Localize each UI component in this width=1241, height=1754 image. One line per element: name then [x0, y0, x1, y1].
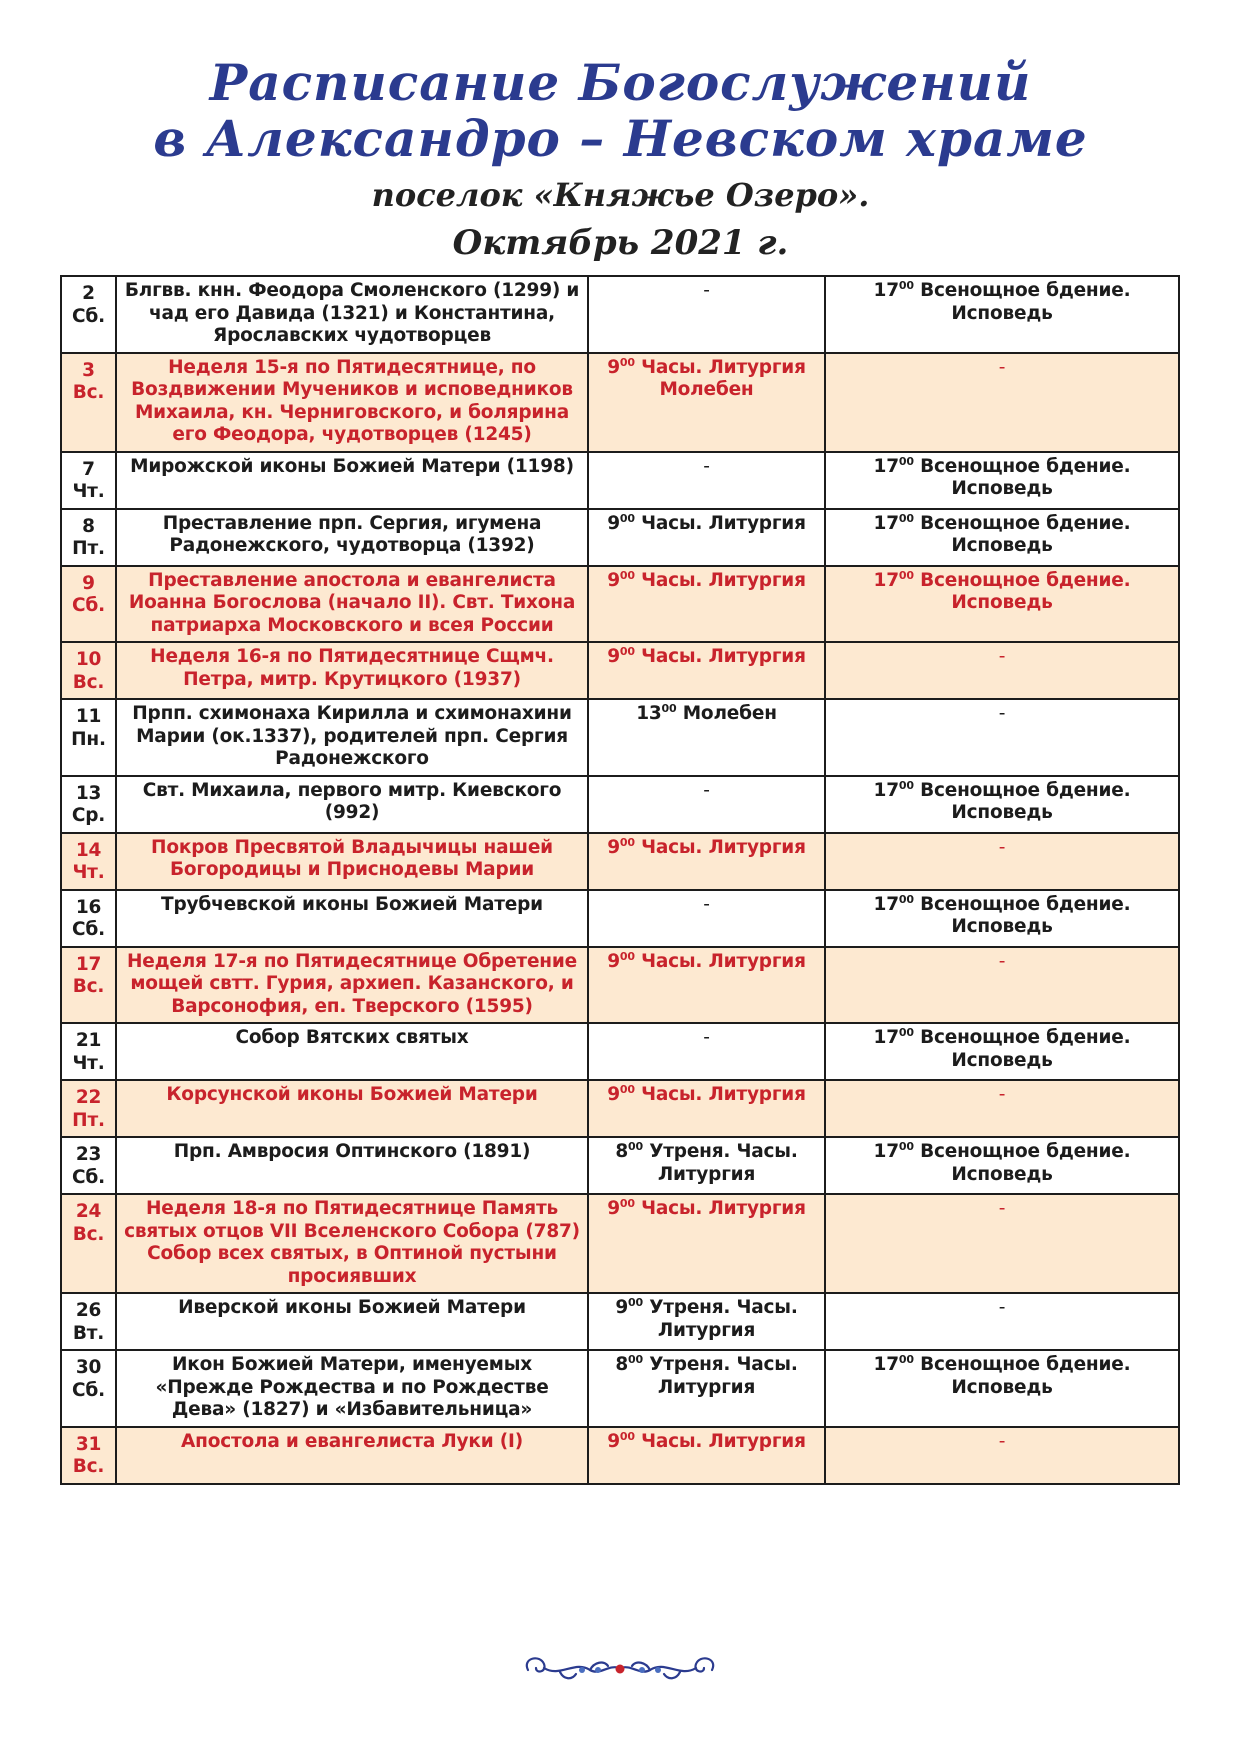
day-number: 30 [75, 1357, 102, 1378]
date-cell [61, 1137, 116, 1194]
commemoration-cell: Корсунской иконы Божией Матери [116, 1080, 588, 1137]
commemoration-cell: Икон Божией Матери, именуемых «Прежде Рождества и по Рождестве Дева» (1827) и «Избавительница» [116, 1350, 588, 1427]
service-hour: 17 [873, 455, 899, 477]
date-cell [61, 947, 116, 1024]
morning-service-cell [588, 1194, 825, 1293]
table-row [61, 1023, 1179, 1080]
commemoration-cell: Свт. Михаила, первого митр. Киевского (992) [116, 776, 588, 833]
day-number: 16 [75, 896, 102, 918]
no-service-dash: - [998, 356, 1006, 378]
service-hour: 17 [873, 569, 899, 591]
commemoration-cell: Преставление прп. Сергия, игумена Радонежского, чудотворца (1392) [116, 509, 588, 566]
evening-service-cell [825, 1080, 1179, 1137]
no-service-dash: - [998, 1297, 1006, 1318]
weekday: Вс. [72, 382, 105, 403]
weekday: Чт. [72, 862, 105, 883]
service-text: Всенощное бдение. Исповедь [920, 1354, 1131, 1398]
service-minutes: 00 [619, 1197, 635, 1210]
evening-service-cell [825, 353, 1179, 452]
service-minutes: 00 [661, 702, 677, 715]
commemoration-cell: Неделя 16-я по Пятидесятнице Сщмч. Петра, митр. Крутицкого (1937) [116, 642, 588, 699]
service-hour: 9 [607, 950, 620, 972]
schedule-table [60, 275, 1180, 1485]
date-cell [61, 276, 116, 353]
date-cell [61, 1023, 116, 1080]
no-service-dash: - [998, 646, 1006, 667]
date-cell [61, 509, 116, 566]
ornament-divider-icon [520, 1648, 720, 1688]
evening-service-cell [825, 699, 1179, 776]
morning-service-cell [588, 509, 825, 566]
day-number: 21 [75, 1030, 102, 1051]
date-cell [61, 1350, 116, 1427]
table-row [61, 776, 1179, 833]
evening-service-cell [825, 1293, 1179, 1350]
weekday: Чт. [72, 481, 105, 502]
day-number: 24 [75, 1201, 102, 1222]
service-hour: 17 [873, 280, 899, 301]
service-text: Всенощное бдение. Исповедь [920, 280, 1131, 324]
weekday: Ср. [71, 805, 106, 826]
commemoration-cell: Покров Пресвятой Владычицы нашей Богородицы и Приснодевы Марии [116, 833, 588, 890]
service-text: Часы. Литургия [641, 569, 806, 591]
day-number: 13 [75, 782, 102, 804]
page-subtitle: поселок «Княжье Озеро». [371, 176, 870, 214]
service-hour: 17 [873, 1027, 899, 1048]
morning-service-cell [588, 1427, 825, 1484]
weekday: Вс. [72, 1456, 105, 1477]
morning-service-cell [588, 353, 825, 452]
commemoration-cell: Мирожской иконы Божией Матери (1198) [116, 452, 588, 509]
no-service-dash: - [998, 950, 1006, 972]
evening-service-cell [825, 947, 1179, 1024]
weekday: Вс. [72, 1223, 105, 1245]
no-service-dash: - [998, 703, 1006, 724]
date-cell [61, 1194, 116, 1293]
table-row [61, 1427, 1179, 1484]
service-text: Часы. Литургия Молебен [641, 356, 806, 400]
service-text: Всенощное бдение. Исповедь [920, 512, 1131, 556]
no-service-dash: - [998, 1430, 1006, 1452]
morning-service-cell [588, 699, 825, 776]
evening-service-cell [825, 509, 1179, 566]
weekday: Пт. [72, 538, 105, 559]
service-text: Часы. Литургия [641, 1084, 806, 1105]
evening-service-cell [825, 566, 1179, 643]
day-number: 14 [75, 839, 102, 861]
evening-service-cell [825, 452, 1179, 509]
evening-service-cell [825, 890, 1179, 947]
service-hour: 9 [607, 1430, 620, 1452]
service-text: Всенощное бдение. Исповедь [920, 569, 1131, 613]
table-row [61, 1293, 1179, 1350]
service-minutes: 00 [898, 279, 914, 292]
evening-service-cell [825, 776, 1179, 833]
no-service-dash: - [998, 1198, 1006, 1219]
date-cell [61, 776, 116, 833]
service-hour: 8 [615, 1141, 629, 1162]
service-minutes: 00 [619, 1083, 635, 1096]
month-heading: Октябрь 2021 г. [452, 223, 789, 263]
morning-service-cell [588, 1137, 825, 1194]
service-text: Всенощное бдение. Исповедь [920, 455, 1131, 499]
page-title-line1: Расписание Богослужений [209, 53, 1032, 112]
commemoration-cell: Иверской иконы Божией Матери [116, 1293, 588, 1350]
morning-service-cell [588, 1023, 825, 1080]
morning-service-cell [588, 776, 825, 833]
service-hour: 17 [873, 1354, 899, 1375]
day-number: 9 [82, 572, 95, 594]
service-minutes: 00 [628, 1353, 643, 1366]
commemoration-cell: Неделя 15-я по Пятидесятнице, по Воздвижении Мучеников и исповедников Михаила, кн. Черниговского, и болярина его Феодора, чудотворцев (1245) [116, 353, 588, 452]
service-minutes: 00 [619, 511, 635, 525]
no-service-dash: - [703, 893, 710, 915]
table-row [61, 890, 1179, 947]
service-hour: 9 [607, 569, 620, 591]
table-row [61, 642, 1179, 699]
no-service-dash: - [998, 1084, 1006, 1105]
weekday: Сб. [72, 305, 105, 327]
day-number: 26 [75, 1300, 102, 1321]
no-service-dash: - [998, 836, 1006, 858]
day-number: 11 [75, 706, 102, 727]
date-cell [61, 642, 116, 699]
service-hour: 9 [607, 1198, 620, 1219]
service-text: Утреня. Часы. Литургия [649, 1297, 798, 1341]
header [0, 0, 1241, 265]
commemoration-cell: Блгвв. кнн. Феодора Смоленского (1299) и чад его Давида (1321) и Константина, Ярославских чудотворцев [116, 276, 588, 353]
service-text: Часы. Литургия [641, 646, 806, 667]
morning-service-cell [588, 1293, 825, 1350]
morning-service-cell [588, 1350, 825, 1427]
commemoration-cell: Трубчевской иконы Божией Матери [116, 890, 588, 947]
table-row [61, 833, 1179, 890]
service-minutes: 00 [898, 568, 914, 582]
service-hour: 9 [607, 646, 620, 667]
date-cell [61, 452, 116, 509]
evening-service-cell [825, 1427, 1179, 1484]
service-minutes: 00 [619, 1429, 635, 1443]
service-hour: 9 [607, 512, 620, 534]
table-row [61, 353, 1179, 452]
commemoration-cell: Апостола и евангелиста Луки (I) [116, 1427, 588, 1484]
date-cell [61, 566, 116, 643]
weekday: Пт. [72, 1109, 105, 1131]
service-text: Утреня. Часы. Литургия [649, 1354, 798, 1398]
service-text: Молебен [682, 703, 777, 724]
service-hour: 17 [873, 779, 899, 801]
service-text: Всенощное бдение. Исповедь [920, 893, 1131, 937]
morning-service-cell [588, 947, 825, 1024]
commemoration-cell: Неделя 17-я по Пятидесятнице Обретение мощей свтт. Гурия, архиеп. Казанского, и Варсонофия, еп. Тверского (1595) [116, 947, 588, 1024]
service-minutes: 00 [898, 778, 914, 792]
service-minutes: 00 [619, 568, 635, 582]
service-text: Всенощное бдение. Исповедь [920, 1141, 1131, 1185]
table-row [61, 1194, 1179, 1293]
table-row [61, 566, 1179, 643]
evening-service-cell [825, 833, 1179, 890]
service-minutes: 00 [628, 1296, 643, 1309]
service-hour: 13 [636, 703, 662, 724]
service-hour: 9 [607, 836, 620, 858]
weekday: Чт. [72, 1052, 105, 1074]
service-text: Часы. Литургия [641, 950, 806, 972]
table-row [61, 452, 1179, 509]
service-text: Утреня. Часы. Литургия [649, 1141, 798, 1185]
table-row [61, 1137, 1179, 1194]
day-number: 22 [75, 1087, 102, 1108]
weekday: Вт. [72, 1322, 105, 1344]
table-row [61, 1350, 1179, 1427]
service-text: Часы. Литургия [641, 1430, 806, 1452]
weekday: Вс. [72, 976, 105, 997]
date-cell [61, 1293, 116, 1350]
date-cell [61, 833, 116, 890]
service-hour: 9 [607, 356, 620, 378]
service-minutes: 00 [619, 835, 635, 849]
evening-service-cell [825, 642, 1179, 699]
service-minutes: 00 [898, 892, 914, 906]
table-row [61, 699, 1179, 776]
date-cell [61, 1427, 116, 1484]
service-text: Часы. Литургия [641, 512, 806, 534]
date-cell [61, 890, 116, 947]
service-minutes: 00 [898, 1140, 914, 1153]
evening-service-cell [825, 1023, 1179, 1080]
day-number: 17 [75, 953, 102, 975]
service-minutes: 00 [898, 1026, 914, 1039]
day-number: 10 [75, 649, 102, 670]
no-service-dash: - [703, 1027, 710, 1048]
day-number: 3 [82, 359, 95, 381]
page-title-line2: в Александро – Невском храме [153, 109, 1088, 168]
service-minutes: 00 [898, 1353, 914, 1366]
day-number: 23 [75, 1144, 102, 1165]
date-cell [61, 353, 116, 452]
morning-service-cell [588, 566, 825, 643]
table-row [61, 1080, 1179, 1137]
service-hour: 17 [873, 1141, 899, 1162]
service-text: Всенощное бдение. Исповедь [920, 779, 1131, 823]
table-row [61, 509, 1179, 566]
service-minutes: 00 [898, 454, 914, 468]
table-row [61, 947, 1179, 1024]
service-hour: 9 [607, 1084, 620, 1105]
no-service-dash: - [703, 455, 710, 477]
service-hour: 9 [615, 1297, 629, 1318]
service-text: Часы. Литургия [641, 1198, 806, 1219]
morning-service-cell [588, 1080, 825, 1137]
day-number: 31 [75, 1433, 102, 1455]
commemoration-cell: Неделя 18-я по Пятидесятнице Память святых отцов VII Вселенского Собора (787) Собор всех святых, в Оптиной пустыни просиявших [116, 1194, 588, 1293]
service-minutes: 00 [628, 1140, 643, 1153]
evening-service-cell [825, 1137, 1179, 1194]
service-minutes: 00 [619, 645, 635, 658]
day-number: 7 [82, 458, 95, 480]
day-number: 8 [82, 515, 95, 537]
morning-service-cell [588, 452, 825, 509]
service-minutes: 00 [898, 511, 914, 525]
service-minutes: 00 [619, 355, 635, 369]
table-row [61, 276, 1179, 353]
commemoration-cell: Собор Вятских святых [116, 1023, 588, 1080]
weekday: Сб. [72, 595, 105, 616]
weekday: Сб. [72, 919, 105, 940]
service-minutes: 00 [619, 949, 635, 963]
morning-service-cell [588, 276, 825, 353]
service-hour: 17 [873, 512, 899, 534]
no-service-dash: - [703, 779, 710, 801]
evening-service-cell [825, 1194, 1179, 1293]
morning-service-cell [588, 890, 825, 947]
weekday: Вс. [72, 671, 105, 693]
morning-service-cell [588, 642, 825, 699]
service-hour: 8 [615, 1354, 629, 1375]
day-number: 2 [82, 283, 95, 304]
evening-service-cell [825, 276, 1179, 353]
commemoration-cell: Преставление апостола и евангелиста Иоанна Богослова (начало II). Свт. Тихона патриарха Московского и всея России [116, 566, 588, 643]
evening-service-cell [825, 1350, 1179, 1427]
weekday: Сб. [72, 1166, 105, 1188]
commemoration-cell: Прпп. схимонаха Кирилла и схимонахини Марии (ок.1337), родителей прп. Сергия Радонежского [116, 699, 588, 776]
date-cell [61, 699, 116, 776]
service-hour: 17 [873, 893, 899, 915]
service-text: Часы. Литургия [641, 836, 806, 858]
no-service-dash: - [703, 280, 710, 301]
weekday: Пн. [71, 728, 106, 750]
date-cell [61, 1080, 116, 1137]
morning-service-cell [588, 833, 825, 890]
service-text: Всенощное бдение. Исповедь [920, 1027, 1131, 1071]
weekday: Сб. [72, 1379, 105, 1401]
commemoration-cell: Прп. Амвросия Оптинского (1891) [116, 1137, 588, 1194]
